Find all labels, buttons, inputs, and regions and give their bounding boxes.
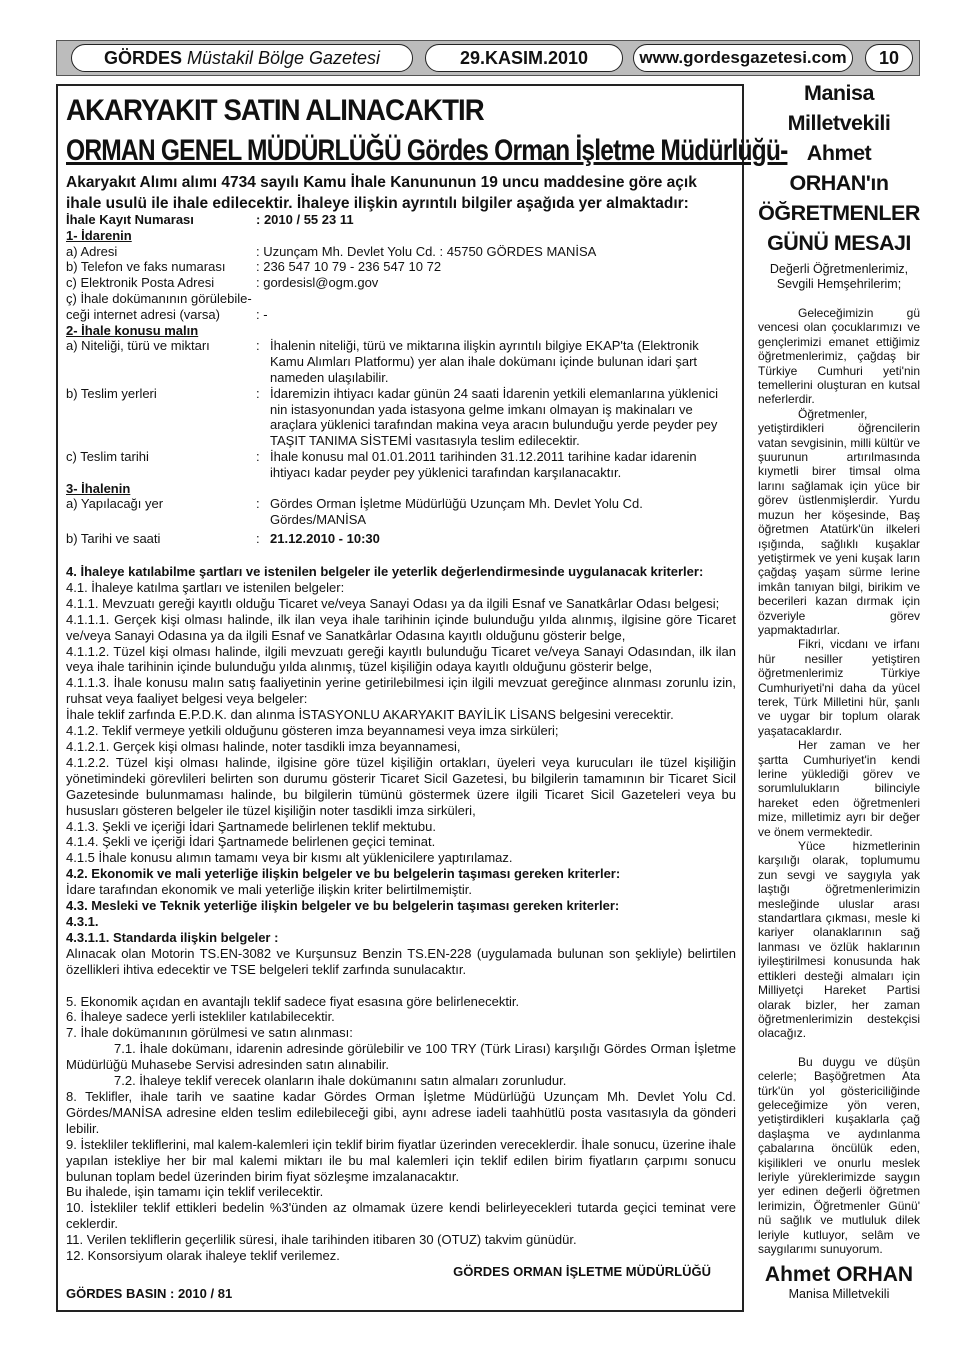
field-value: İhalenin niteliği, türü ve miktarına ilişkin ayrıntılı bilgiye EKAP'ta (Elektronik Kamu Alımları Platformu) yer alan ihale dokümanı içinde bulunan idari şart nameden ulaşılabilir. — [270, 338, 699, 385]
tender-notice — [56, 84, 788, 1312]
field-value: : gordesisl@ogm.gov — [256, 275, 379, 291]
website-url: www.gordesgazetesi.com — [633, 44, 853, 72]
clause: 4.1.2.2. Tüzel kişi olması halinde, ilgisine göre tüzel kişiliğin ortakları, üyeleri veya kurucuları ile tüzel kişiliğin yönetimindeki görevlileri belirten son durumu gösterir Ticaret Sicil Gazetesi, bu bilgilerin tamamının bir Ticaret Sicil Gazetesinde bulunmaması halinde, bu bilgilerin tümünü göstermek üzere ilgili Ticaret Sicil Gazeteleri veya bu hususları gösteren belgeler ile tüzel kişiliğin noter tasdikli imza sirküleri, — [66, 754, 736, 818]
clause: 4.1.5 İhale konusu alımın tamamı veya bir kısmı alt yüklenicilere yaptırılamaz. — [66, 850, 513, 866]
field-value: : Uzunçam Mh. Devlet Yolu Cd. : 45750 GÖRDES MANİSA — [256, 243, 597, 259]
author-name: Ahmet ORHAN — [764, 1263, 914, 1287]
field-label: c) Elektronik Posta Adresi — [66, 275, 215, 291]
clause: Alınacak olan Motorin TS.EN-3082 ve Kurşunsuz Benzin TS.EN-228 (uygulamada bulunan son şekliyle) belirtilen özellikleri ihtiva edecektir ve TSE belgeleri teklif zarfında sunulacaktır. — [66, 945, 736, 977]
notice-intro: Akaryakıt Alımı alımı 4734 sayılı Kamu İhale Kanununun 19 uncu maddesine göre açık ihale usulü ile ihale edilecektir. İhaleye ilişkin ayrıntılı bilgiler aşağıda yer almaktadır: — [66, 174, 697, 212]
field-label: b) Teslim yerleri — [66, 385, 157, 401]
field-label: ç) İhale dokümanının görülebile- — [66, 290, 252, 306]
clause: 7.1. İhale dokümanı, idarenin adresinde görülebilir ve 100 TRY (Türk Lirası) karşılığı Gördes Orman İşletme Müdürlüğü Muhasebe Servisi adresinden satın alınabilir. — [66, 1041, 736, 1073]
clause: 4.1.2. Teklif vermeye yetkili olduğunu gösteren imza beyannamesi veya imza sirküleri; — [66, 723, 559, 739]
section-heading: 2- İhale konusu malın — [66, 322, 199, 338]
clause: 4. İhaleye katılabilme şartları ve istenilen belgeler ile yeterlik değerlendirmesinde uygulanacak kriterler: — [66, 564, 704, 579]
notice-body — [66, 564, 736, 1264]
field-value: İdaremizin ihtiyacı kadar günün 24 saati İdarenin yetkili elemanlarına yüklenici nin istasyonundan yada istasyona gelme imkanı olmayan iş makinaları ve araçlara yüklenici tarafından makina veya aracın bulunduğu yerde peyder pey TAŞIT TANIMA SİSTEMİ vasıtasıyla teslim edilecektir. — [270, 385, 719, 449]
field-label: b) Tarihi ve saati — [66, 530, 161, 546]
message-paragraph: Fikri, vicdanı ve irfanı hür nesiller yetiştiren öğretmenlerimiz Türkiye Cumhuriyeti'ni daha da yücel terek, Türk Milletini hür, şanlı ve uygar bir toplum olarak yaşatacaklardır. — [758, 637, 920, 738]
clause: 4.1.1.2. Tüzel kişi olması halinde, ilgili mevzuatı gereği kayıtlı bulunduğu Ticaret ve/veya Sanayi Odasından, ilk ilan veya ihale tarihinin içinde bulunduğu yılda alınmış, tüzel kişiliğin odaya kayıtlı olduğunu gösterir belge, — [66, 643, 736, 675]
field-row: a) Yapılacağı yer : Gördes Orman İşletme Müdürlüğü Uzunçam Mh. Devlet Yolu Cd. Gördes/MANİSA — [66, 496, 736, 528]
page-header — [56, 40, 920, 76]
title-line: ÖĞRETMENLER — [758, 201, 920, 225]
clause: 4.3. Mesleki ve Teknik yeterliğe ilişkin belgeler ve bu belgelerin taşıması gereken kriterler: — [66, 898, 620, 914]
author-role: Manisa Milletvekili — [788, 1286, 890, 1301]
title-line: Manisa — [804, 81, 874, 105]
section-heading: 3- İhalenin — [66, 480, 131, 496]
field-row: c) Teslim tarihi : İhale konusu mal 01.01.2011 tarihinden 31.12.2011 tarihine kadar idarenin ihtiyacı kadar peyder pey yüklenici tarafından karşılanacaktır. — [66, 449, 736, 481]
section-heading: 1- İdarenin — [66, 227, 132, 243]
clause: 8. Teklifler, ihale tarih ve saatine kadar Gördes Orman İşletme Müdürlüğü Uzunçam Mh. Devlet Yolu Cd. Gördes/MANİSA adresine elden teslim edilebileceği gibi, aynı adrese iadeli taahhütlü posta vasıtasıyla da gönderi lebilir. — [66, 1089, 736, 1136]
clause: 6. İhaleye sadece yerli istekliler katılabilecektir. — [66, 1009, 335, 1025]
clause: 9. İstekliler tekliflerini, mal kalem-kalemleri için teklif birim fiyatlar üzerinden vereceklerdir. İhale sonucu, üzerine ihale yapılan istekliye her bir mal kalemi miktarı ile bu mal kalemleri için teklif edilen birim fiyatların çarpımı sonucu bulunan toplam bedel üzerinden birim fiyat sözleşme imzalanacaktır. — [66, 1136, 736, 1184]
field-value: : 2010 / 55 23 11 — [256, 212, 354, 227]
field-row — [66, 244, 736, 260]
clause: 4.1.1.3. İhale konusu malın satış faaliyetinin yerine getirilebilmesi için ilgili mevzuat gereğince alınması zorunlu izin, ruhsat veya faaliyet belgesi veya belgeler: — [66, 675, 736, 707]
message-body — [758, 306, 920, 1256]
clause: 4.1. İhaleye katılma şartları ve istenilen belgeler: — [66, 579, 345, 595]
clause: 4.2. Ekonomik ve mali yeterliğe ilişkin belgeler ve bu belgelerin taşıması gereken kriterler: — [66, 866, 621, 882]
clause: 4.3.1.1. Standarda ilişkin belgeler : — [66, 929, 279, 945]
press-reference: GÖRDES BASIN : 2010 / 81 — [66, 1286, 233, 1301]
message-paragraph: Bu duygu ve düşün celerle; Başöğretmen Ata türk'ün yol göstericiliğinde geleceğimize yön veren, yetiştirdikleri kuşaklarla çağ daşlaşma ve aydınlanma çabalarına öncülük eden, kişilikleri ve onurlu meslek leriyle yüreklerimizde saygın yer edinen değerli öğretmen lerimizin, Öğretmenler Günü' nü sağlık ve mutluluk dilek leriyle kutluyor, selâm ve saygılarımı sunuyorum. — [758, 1054, 920, 1256]
clause: 11. Verilen tekliflerin geçerlilik süresi, ihale tarihinden itibaren 30 (OTUZ) takvim günüdür. — [66, 1232, 577, 1248]
field-label: İhale Kayıt Numarası — [66, 212, 194, 227]
clause: 4.3.1. — [66, 913, 99, 929]
field-value: İhale konusu mal 01.01.2011 tarihinden 31.12.2011 tarihine kadar idarenin ihtiyacı kadar peyder pey yüklenici tarafından karşılanacaktır. — [270, 448, 697, 480]
clause: 4.1.3. Şekli ve içeriği İdari Şartnamede belirlenen teklif mektubu. — [66, 818, 436, 834]
message-paragraph: Geleceğimizin gü vencesi olan çocuklarımızı ve gençlerimizi emanet ettiğimiz öğretmenlerimiz, çağdaş bir Türkiye Cumhuri yeti'nin temellerini oluşturan en kutsal neferlerdir. — [758, 306, 920, 407]
sidebar-message — [758, 78, 920, 1301]
field-value: Gördes Orman İşletme Müdürlüğü Uzunçam Mh. Devlet Yolu Cd. Gördes/MANİSA — [270, 496, 643, 528]
field-value: 21.12.2010 - 10:30 — [270, 530, 380, 546]
title-line: Milletvekili — [787, 111, 891, 135]
clause: İdare tarafından ekonomik ve mali yeterliğe ilişkin kriter belirtilmemiştir. — [66, 882, 473, 898]
message-title — [758, 78, 920, 258]
notice-subtitle: ORMAN GENEL MÜDÜRLÜĞÜ Gördes Orman İşletme Müdürlüğü- — [66, 134, 788, 167]
clause: İhale teklif zarfında E.P.D.K. dan alınma İSTASYONLU AKARYAKIT BAYİLİK LİSANS belgesini verecektir. — [66, 707, 674, 723]
clause: Bu ihalede, işin tamamı için teklif verilecektir. — [66, 1184, 324, 1200]
issuer-signature: GÖRDES ORMAN İŞLETME MÜDÜRLÜĞÜ — [453, 1264, 711, 1279]
field-row: b) Teslim yerleri : İdaremizin ihtiyacı kadar günün 24 saati İdarenin yetkili elemanlarına yüklenici nin istasyonundan yada istasyona gelme imkanı olmayan iş makinaları ve araçlara yüklenici tarafından makina veya aracın bulunduğu yerde peyder pey TAŞIT TANIMA SİSTEMİ vasıtasıyla teslim edilecektir. — [66, 386, 736, 449]
field-row: b) Tarihi ve saati : 21.12.2010 - 10:30 — [66, 531, 736, 547]
field-row — [66, 291, 736, 307]
page-number: 10 — [865, 44, 913, 72]
clause: 4.1.1. Mevzuatı gereği kayıtlı olduğu Ticaret ve/veya Sanayi Odası ya da ilgili Esnaf ve Sanatkârlar Odası belgesi; — [66, 595, 720, 611]
field-label: c) Teslim tarihi — [66, 448, 149, 464]
clause: 4.1.1.1. Gerçek kişi olması halinde, ilk ilan veya ihale tarihinin içinde bulunduğu yılda alınmış, ilgisine göre Ticaret ve/veya Sanayi Odasına ya da ilgili Esnaf ve Sanatkârlar Odasına kayıtlı olduğunu gösterir belge, — [66, 611, 736, 643]
clause: 10. İstekliler teklif ettikleri bedelin %3'ünden az olmamak üzere kendi belirleyecekleri tutarda geçici teminat vere ceklerdir. — [66, 1200, 736, 1232]
field-label: a) Niteliği, türü ve miktarı — [66, 338, 210, 354]
clause: 5. Ekonomik açıdan en avantajlı teklif sadece fiyat esasına göre belirlenecektir. — [66, 993, 520, 1009]
field-row: a) Niteliği, türü ve miktarı : İhalenin niteliği, türü ve miktarına ilişkin ayrıntılı bilgiye EKAP'ta (Elektronik Kamu Alımları Platformu) yer alan ihale dokümanı içinde bulunan idari şart nameden ulaşılabilir. — [66, 338, 736, 385]
field-label: b) Telefon ve faks numarası — [66, 259, 226, 275]
field-label: a) Adresi — [66, 243, 118, 259]
clause: 12. Konsorsiyum olarak ihaleye teklif verilemez. — [66, 1248, 340, 1264]
message-paragraph: Öğretmenler, yetiştirdikleri öğrencilerin vatan sevgisinin, milli kültür ve şuurunun artırılmasında kıymetli birer timsal olma larını sağlamak için yüce bir görev üstlenmişlerdir. Yurdu muzun her köşesinde, Baş öğretmen Atatürk'ün ilkeleri ışığında, sağlıklı kuşaklar yetiştirmek ve yeni kuşak ların çağdaş yaşam sürme lerine imkân tanıyan bilgi, birikim ve becerileri kazan dırmak için özveriyle görev yapmaktadırlar. — [758, 406, 920, 637]
notice-title: AKARYAKIT SATIN ALINACAKTIR — [66, 94, 484, 127]
field-row — [66, 259, 736, 275]
notice-fields — [66, 212, 736, 547]
field-label: ceği internet adresi (varsa) — [66, 306, 220, 322]
message-paragraph: Her zaman ve her şartta Cumhuriyet'in kendi lerine yüklediği görev ve sorumlulukların bilinciyle hareket eden öğretmenleri mize, milletimiz ayrı bir değer ve önem vermektedir. — [758, 738, 920, 839]
message-paragraph: Yüce hizmetlerinin karşılığı olarak, toplumumu zun sevgi ve saygıyla yak laştığı öğretmenlerimizin mesleğinde uluslar arası standartlara çıkması, mesle ki kariyer olanaklarının sağ lanması ve özlük haklarının iyileştirilmesi konusunda hak ettikleri desteği almaları için Milliyetçi Hareket Partisi olarak bizler, her zaman öğretmenlerimizin destekçisi olacağız. — [758, 839, 920, 1041]
field-value: : 236 547 10 79 - 236 547 10 72 — [256, 259, 442, 275]
clause: 7.2. İhaleye teklif verecek olanların ihale dokümanını satın almaları zorunludur. — [114, 1073, 567, 1089]
field-row — [66, 212, 736, 228]
clause: 4.1.2.1. Gerçek kişi olması halinde, noter tasdikli imza beyannamesi, — [66, 738, 461, 754]
message-greeting: Değerli Öğretmenlerimiz, Sevgili Hemşehrilerim; — [769, 262, 909, 291]
clause: 7. İhale dokümanının görülmesi ve satın alınması: — [66, 1025, 353, 1041]
field-row — [66, 275, 736, 291]
title-line: GÜNÜ MESAJI — [767, 231, 911, 255]
field-label: a) Yapılacağı yer — [66, 496, 164, 512]
field-value: : - — [256, 306, 268, 322]
field-row — [66, 307, 736, 323]
title-line: Ahmet ORHAN'ın — [789, 141, 889, 195]
clause: 4.1.4. Şekli ve içeriği İdari Şartnamede belirlenen geçici teminat. — [66, 834, 436, 850]
issue-date: 29.KASIM.2010 — [425, 44, 623, 72]
newspaper-name: GÖRDES Müstakil Bölge Gazetesi — [71, 44, 413, 72]
